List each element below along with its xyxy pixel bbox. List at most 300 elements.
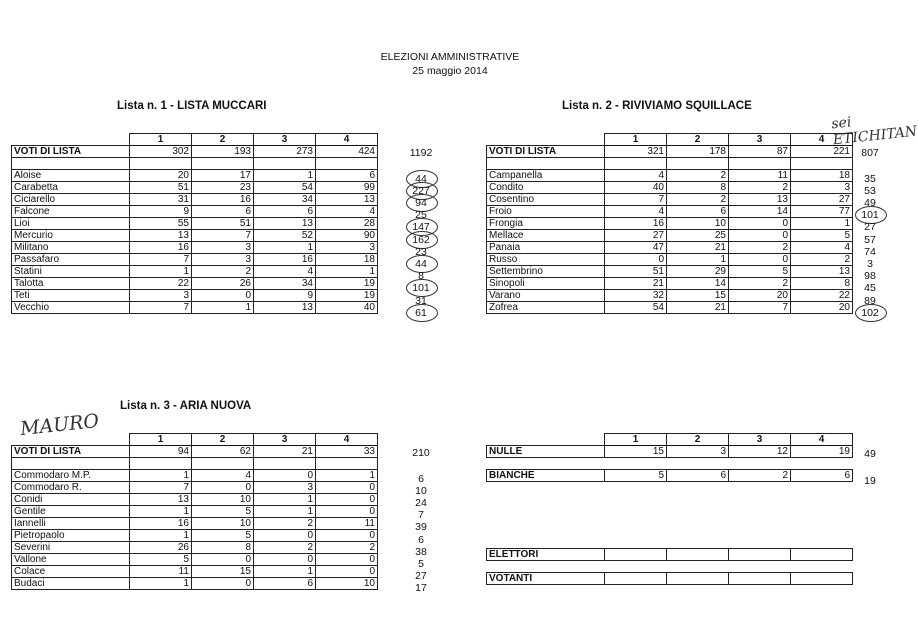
vote-cell: 13 [791,266,853,278]
candidate-row [12,566,378,578]
row-total: 25 [415,209,427,222]
vote-cell: 0 [192,578,254,590]
vote-cell: 32 [605,290,667,302]
candidate-row [12,290,378,302]
vote-cell: 8 [667,182,729,194]
spacer-row [487,526,853,537]
vote-cell: 4 [791,242,853,254]
vote-cell: 3 [316,242,378,254]
candidate-row [12,170,378,182]
bianche-row [487,470,853,482]
vote-cell: 16 [130,518,192,530]
candidate-name: Mellace [487,230,605,242]
list-1-table [11,133,378,314]
vote-cell: 4 [316,206,378,218]
vote-cell: 26 [130,542,192,554]
spacer-cell [605,493,667,504]
candidate-name: Settembrino [487,266,605,278]
column-header: 2 [192,134,254,146]
vote-cell: 21 [667,242,729,254]
spacer-cell [605,458,667,470]
vote-cell: 3 [791,182,853,194]
vote-cell: 2 [729,242,791,254]
header-corner [12,434,130,446]
candidate-row [487,182,853,194]
vote-cell: 16 [192,194,254,206]
row-total: 101 [861,209,879,222]
vote-cell: 3 [192,254,254,266]
spacer-cell [791,458,853,470]
spacer-cell [667,561,729,573]
vote-cell: 13 [254,302,316,314]
vote-cell: 16 [130,242,192,254]
voti-cell: 21 [254,446,316,458]
vote-cell: 8 [791,278,853,290]
elettori-cell [605,549,667,561]
vote-cell: 99 [316,182,378,194]
vote-cell: 22 [130,278,192,290]
column-header: 4 [316,134,378,146]
vote-cell: 54 [254,182,316,194]
row-total: 3 [867,258,873,270]
spacer-cell [487,561,605,573]
vote-cell: 90 [316,230,378,242]
spacer-cell [791,561,853,573]
spacer-cell [130,158,192,170]
row-total: 31 [415,294,427,307]
candidate-row [487,278,853,290]
vote-cell: 0 [729,218,791,230]
spacer-cell [667,482,729,494]
vote-cell: 3 [130,290,192,302]
spacer-cell [667,537,729,549]
nulle-cell: 3 [667,446,729,458]
candidate-row [12,218,378,230]
bianche-cell: 6 [791,470,853,482]
candidate-name: Talotta [12,278,130,290]
header-corner [487,134,605,146]
vote-cell: 7 [130,482,192,494]
vote-cell: 11 [130,566,192,578]
column-header: 2 [192,434,254,446]
row-total: 45 [864,282,876,295]
spacer-cell [605,537,667,549]
spacer-cell [487,493,605,504]
row-total: 7 [418,509,424,522]
row-total: 44 [415,258,427,270]
candidate-name: Severini [12,542,130,554]
vote-cell: 1 [791,218,853,230]
vote-cell: 11 [316,518,378,530]
spacer-row [487,537,853,549]
vote-cell: 1 [254,170,316,182]
candidate-row [487,206,853,218]
spacer-cell [192,158,254,170]
handwritten-note-mauro: MAURO [19,409,101,441]
vote-cell: 6 [254,206,316,218]
spacer-cell [729,561,791,573]
vote-cell: 1 [254,506,316,518]
spacer-cell [487,158,605,170]
vote-cell: 4 [192,470,254,482]
column-header: 1 [130,434,192,446]
vote-cell: 1 [130,530,192,542]
candidate-row [12,278,378,290]
vote-cell: 51 [130,182,192,194]
voti-row [12,446,378,458]
candidate-name: Frongia [487,218,605,230]
column-header: 1 [605,434,667,446]
candidate-name: Falcone [12,206,130,218]
vote-cell: 1 [254,566,316,578]
spacer-cell [791,515,853,526]
vote-cell: 10 [192,518,254,530]
row-total: 27 [415,570,427,583]
vote-cell: 14 [667,278,729,290]
candidate-row [12,182,378,194]
candidate-name: Russo [487,254,605,266]
vote-cell: 51 [192,218,254,230]
vote-cell: 0 [729,230,791,242]
spacer-cell [12,458,130,470]
votanti-cell [605,573,667,585]
candidate-row [487,266,853,278]
row-total: 10 [415,484,427,497]
spacer-row [487,515,853,526]
spacer-cell [487,458,605,470]
vote-cell: 1 [667,254,729,266]
vote-cell: 13 [130,230,192,242]
vote-cell: 13 [130,494,192,506]
elettori-cell [729,549,791,561]
spacer-cell [192,458,254,470]
vote-cell: 40 [316,302,378,314]
row-total: 8 [418,270,424,283]
vote-cell: 7 [130,302,192,314]
spacer-cell [487,537,605,549]
vote-cell: 47 [605,242,667,254]
vote-cell: 18 [791,170,853,182]
vote-cell: 7 [729,302,791,314]
candidate-name: Vallone [12,554,130,566]
candidate-name: Pietropaolo [12,530,130,542]
header-row [12,134,378,146]
vote-cell: 1 [316,266,378,278]
candidate-name: Ciciarello [12,194,130,206]
vote-cell: 21 [605,278,667,290]
spacer-cell [729,158,791,170]
vote-cell: 2 [192,266,254,278]
header-corner [12,134,130,146]
vote-cell: 0 [192,482,254,494]
spacer-row [487,561,853,573]
list-2-title: Lista n. 2 - RIVIVIAMO SQUILLACE [562,100,752,112]
row-total: 162 [412,233,430,246]
candidate-name: Carabetta [12,182,130,194]
vote-cell: 1 [130,506,192,518]
spacer-cell [667,158,729,170]
spacer-cell [667,526,729,537]
header-row [12,434,378,446]
voti-cell: 94 [130,446,192,458]
votanti-cell [791,573,853,585]
nulle-cell: 12 [729,446,791,458]
column-header: 1 [605,134,667,146]
spacer-cell [605,526,667,537]
voti-label: VOTI DI LISTA [12,446,130,458]
row-total: 5 [418,558,424,570]
voti-label: VOTI DI LISTA [487,146,605,158]
spacer-cell [605,482,667,494]
bianche-label: BIANCHE [487,470,605,482]
elettori-label: ELETTORI [487,549,605,561]
handwritten-circle [406,304,438,322]
spacer-cell [729,515,791,526]
candidate-row [12,194,378,206]
spacer-row [12,158,378,170]
votanti-row [487,573,853,585]
handwritten-note-seietichitan: sei ETICHITAN [830,114,918,149]
column-header: 3 [254,134,316,146]
list-3-title: Lista n. 3 - ARIA NUOVA [120,400,252,412]
row-total: 98 [864,270,876,283]
vote-cell: 5 [192,530,254,542]
candidate-row [487,254,853,266]
vote-cell: 0 [316,554,378,566]
vote-cell: 1 [316,470,378,482]
voti-label: VOTI DI LISTA [12,146,130,158]
candidate-name: Mercurio [12,230,130,242]
summary-table [486,433,853,585]
row-total: 23 [415,245,427,258]
vote-cell: 21 [667,302,729,314]
vote-cell: 18 [316,254,378,266]
vote-cell: 1 [130,470,192,482]
vote-cell: 6 [254,578,316,590]
spacer-cell [729,537,791,549]
vote-cell: 6 [316,170,378,182]
spacer-cell [791,504,853,515]
candidate-name: Commodaro R. [12,482,130,494]
vote-cell: 4 [254,266,316,278]
list-2-table [486,133,853,314]
vote-cell: 10 [316,578,378,590]
document-title: ELEZIONI AMMINISTRATIVE [380,51,520,63]
candidate-row [12,554,378,566]
candidate-row [487,218,853,230]
vote-cell: 0 [316,482,378,494]
voti-cell: 62 [192,446,254,458]
vote-cell: 0 [254,470,316,482]
vote-cell: 2 [791,254,853,266]
candidate-name: Militano [12,242,130,254]
vote-cell: 16 [605,218,667,230]
candidate-row [12,518,378,530]
row-total: 6 [418,472,424,485]
spacer-cell [667,515,729,526]
spacer-cell [316,158,378,170]
spacer-cell [791,482,853,494]
vote-cell: 2 [667,170,729,182]
column-header: 4 [791,134,853,146]
row-total: 89 [864,294,876,307]
vote-cell: 2 [316,542,378,554]
row-total: 38 [415,545,427,558]
vote-cell: 22 [791,290,853,302]
candidate-row [12,578,378,590]
vote-cell: 29 [667,266,729,278]
voti-cell: 273 [254,146,316,158]
candidate-name: Conidi [12,494,130,506]
vote-cell: 20 [130,170,192,182]
row-total: 35 [864,172,876,185]
document-date: 25 maggio 2014 [412,65,488,77]
candidate-name: Aloise [12,170,130,182]
voti-cell: 221 [791,146,853,158]
candidate-name: Varano [487,290,605,302]
row-total: 19 [864,474,876,487]
candidate-row [12,470,378,482]
vote-cell: 13 [254,218,316,230]
voti-cell: 193 [192,146,254,158]
spacer-cell [487,515,605,526]
vote-cell: 2 [667,194,729,206]
spacer-cell [667,504,729,515]
row-total: 94 [415,197,427,209]
spacer-cell [605,158,667,170]
vote-cell: 6 [192,206,254,218]
vote-cell: 5 [729,266,791,278]
spacer-cell [729,526,791,537]
candidate-name: Gentile [12,506,130,518]
candidate-row [487,242,853,254]
candidate-name: Sinopoli [487,278,605,290]
vote-cell: 0 [605,254,667,266]
spacer-cell [667,493,729,504]
vote-cell: 2 [729,182,791,194]
vote-cell: 2 [254,542,316,554]
elettori-cell [667,549,729,561]
candidate-row [12,506,378,518]
vote-cell: 7 [605,194,667,206]
vote-cell: 0 [254,530,316,542]
spacer-cell [605,561,667,573]
spacer-cell [487,504,605,515]
voti-row [12,146,378,158]
row-total: 39 [415,521,427,534]
vote-cell: 16 [254,254,316,266]
handwritten-circle [855,304,887,322]
row-total: 27 [864,221,876,234]
spacer-cell [487,526,605,537]
candidate-row [12,482,378,494]
vote-cell: 13 [729,194,791,206]
candidate-row [12,206,378,218]
vote-cell: 0 [192,290,254,302]
vote-cell: 2 [729,278,791,290]
row-total: 74 [864,245,876,258]
vote-cell: 4 [605,206,667,218]
column-header: 3 [254,434,316,446]
vote-cell: 0 [316,566,378,578]
vote-cell: 0 [316,494,378,506]
vote-cell: 5 [130,554,192,566]
row-total: 807 [861,147,879,160]
vote-cell: 0 [316,506,378,518]
vote-cell: 27 [605,230,667,242]
vote-cell: 52 [254,230,316,242]
vote-cell: 9 [254,290,316,302]
vote-cell: 77 [791,206,853,218]
bianche-cell: 2 [729,470,791,482]
votanti-cell [667,573,729,585]
candidate-name: Statini [12,266,130,278]
nulle-cell: 15 [605,446,667,458]
vote-cell: 5 [791,230,853,242]
voti-cell: 302 [130,146,192,158]
candidate-row [12,242,378,254]
bianche-cell: 6 [667,470,729,482]
vote-cell: 4 [605,170,667,182]
spacer-cell [254,458,316,470]
spacer-cell [12,158,130,170]
row-total: 44 [415,172,427,185]
vote-cell: 55 [130,218,192,230]
candidate-row [12,230,378,242]
vote-cell: 1 [254,494,316,506]
row-total: 101 [412,282,430,295]
candidate-name: Colace [12,566,130,578]
candidate-row [12,494,378,506]
row-total: 6 [418,533,424,546]
row-total: 61 [415,306,427,319]
spacer-cell [316,458,378,470]
elettori-cell [791,549,853,561]
voti-cell: 424 [316,146,378,158]
nulle-cell: 19 [791,446,853,458]
vote-cell: 10 [667,218,729,230]
vote-cell: 25 [667,230,729,242]
row-total: 147 [412,221,430,234]
row-total: 210 [412,447,430,460]
vote-cell: 0 [192,554,254,566]
elettori-row [487,549,853,561]
column-header: 4 [791,434,853,446]
votanti-label: VOTANTI [487,573,605,585]
vote-cell: 20 [791,302,853,314]
row-total: 24 [415,497,427,509]
vote-cell: 1 [130,266,192,278]
header-row [487,434,853,446]
voti-row [487,146,853,158]
candidate-name: Lioi [12,218,130,230]
nulle-label: NULLE [487,446,605,458]
vote-cell: 20 [729,290,791,302]
vote-cell: 34 [254,278,316,290]
spacer-row [487,458,853,470]
candidate-name: Condito [487,182,605,194]
row-total: 57 [864,233,876,246]
vote-cell: 2 [254,518,316,530]
vote-cell: 19 [316,290,378,302]
column-header: 2 [667,134,729,146]
candidate-name: Commodaro M.P. [12,470,130,482]
vote-cell: 54 [605,302,667,314]
vote-cell: 11 [729,170,791,182]
vote-cell: 8 [192,542,254,554]
spacer-row [487,482,853,494]
header-row [487,134,853,146]
